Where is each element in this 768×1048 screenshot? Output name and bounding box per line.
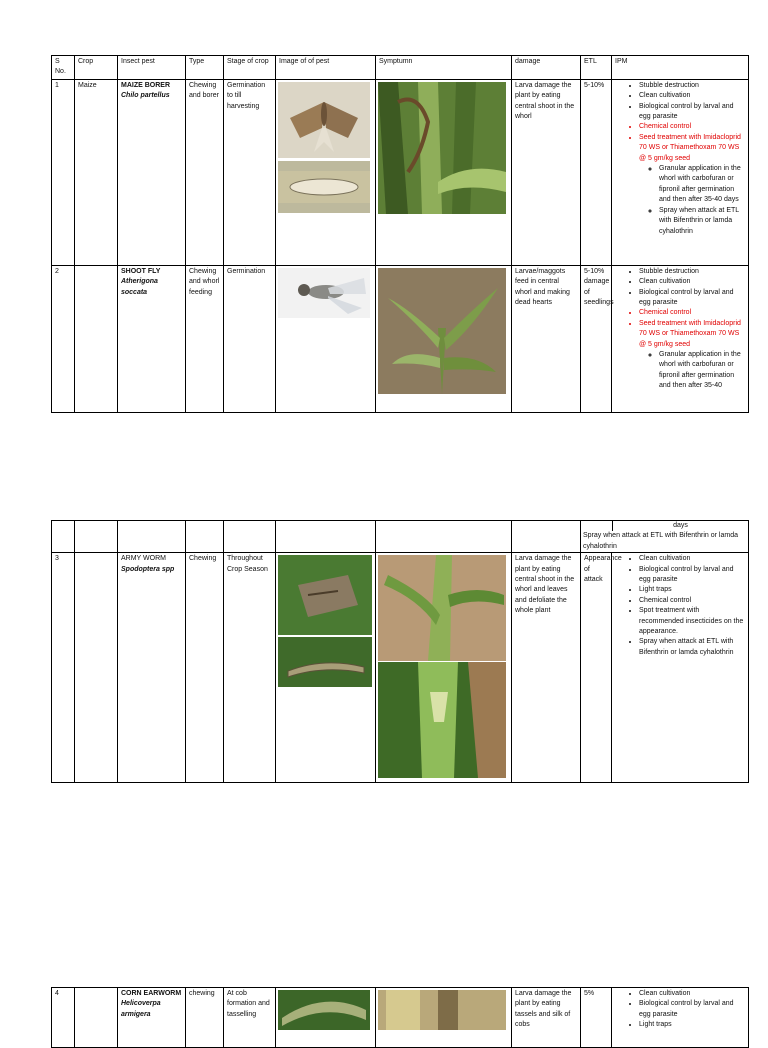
symptom-image: [378, 990, 506, 1030]
moth-image: [278, 82, 370, 158]
cell-crop: [75, 553, 118, 783]
header-sno: S No.: [52, 56, 75, 80]
list-item: • Clean cultivation: [639, 989, 745, 999]
header-crop: Crop: [75, 56, 118, 80]
cell-sno: 1: [52, 79, 75, 265]
cell-ipm: [612, 988, 749, 1048]
empty-cell: [512, 521, 581, 553]
list-item: • Spray when attack at ETL with Bifenthrin or lamda cyhalothrin: [639, 637, 745, 658]
earworm-image: [278, 990, 370, 1030]
ipm-continued-days: days: [673, 522, 688, 529]
cell-etl: 5%: [581, 988, 612, 1048]
fly-image: [278, 268, 370, 318]
cell-damage: Larva damage the plant by eating central shoot in the whorl and leaves and defoliate the whole plant: [512, 553, 581, 783]
list-item: • Light traps: [639, 585, 745, 595]
cell-type: Chewing and whorl feeding: [186, 265, 224, 412]
empty-cell: [52, 521, 75, 553]
etl-stub: [581, 521, 613, 531]
ipm-list: [615, 81, 745, 237]
symptom-image: [378, 82, 506, 214]
header-damage: damage: [512, 56, 581, 80]
list-item: • Chemical control: [639, 122, 745, 132]
pest-name: ARMY WORM: [121, 555, 166, 563]
list-item: • Biological control by larval and egg parasite: [639, 565, 745, 586]
cell-crop: [75, 265, 118, 412]
ipm-sub-list: [639, 164, 745, 237]
ipm-continued-spray: Spray when attack at ETL with Bifenthrin or lamda cyhalothrin: [583, 532, 738, 550]
cell-stage: At cob formation and tasselling: [224, 988, 276, 1048]
cell-damage: Larva damage the plant by eating tassels and silk of cobs: [512, 988, 581, 1048]
cell-symptom-image: [376, 988, 512, 1048]
cell-type: chewing: [186, 988, 224, 1048]
cell-pest: [118, 265, 186, 412]
pest-table-part-2: [51, 520, 749, 783]
ipm-list: [615, 267, 745, 392]
cell-pest: [118, 79, 186, 265]
cell-damage: Larva damage the plant by eating central shoot in the whorl: [512, 79, 581, 265]
list-item: • Biological control by larval and egg parasite: [639, 102, 745, 123]
cell-sno: 4: [52, 988, 75, 1048]
pest-table-part-1: [51, 55, 749, 413]
cell-type: Chewing and borer: [186, 79, 224, 265]
cell-etl: 5-10% damage of seedlings: [581, 265, 612, 412]
ipm-list: [615, 554, 745, 658]
empty-cell: [376, 521, 512, 553]
scientific-name: Chilo partellus: [121, 92, 170, 100]
empty-cell: [75, 521, 118, 553]
list-item: • Stubble destruction: [639, 267, 745, 277]
empty-cell: [224, 521, 276, 553]
cell-symptom-images: [376, 553, 512, 783]
list-item: ◦ Granular application in the whorl with carbofuran or fipronil after germination and then after 35-40 days: [659, 164, 745, 206]
cell-sno: 2: [52, 265, 75, 412]
ipm-list: [615, 989, 745, 1031]
symptom-image-2: [378, 662, 506, 778]
cell-type: Chewing: [186, 553, 224, 783]
cell-symptom-image: [376, 265, 512, 412]
scientific-name: Atherigona soccata: [121, 278, 158, 296]
empty-cell: [276, 521, 376, 553]
army-worm-moth-image: [278, 555, 372, 635]
list-item: • Light traps: [639, 1020, 745, 1030]
table-row: [52, 521, 749, 553]
list-item: • Chemical control: [639, 308, 745, 318]
cell-pest-images: [276, 79, 376, 265]
cell-pest-images: [276, 988, 376, 1048]
scientific-name: Spodoptera spp: [121, 565, 175, 573]
symptom-image: [378, 268, 506, 394]
cell-ipm: [612, 553, 749, 783]
list-item: • Clean cultivation: [639, 91, 745, 101]
table-row: [52, 553, 749, 783]
cell-pest: [118, 988, 186, 1048]
cell-pest-images: [276, 553, 376, 783]
cell-stage: Germination: [224, 265, 276, 412]
list-item: • Spot treatment with recommended insecticides on the appearance.: [639, 606, 745, 637]
cell-pest: [118, 553, 186, 783]
table-row: [52, 79, 749, 265]
empty-cell: [186, 521, 224, 553]
list-item: • Stubble destruction: [639, 81, 745, 91]
symptom-image-1: [378, 555, 506, 661]
list-item: [639, 319, 745, 392]
list-item-text: Seed treatment with Imidacloprid 70 WS or Thiamethoxam 70 WS @ 5 gm/kg seed: [639, 133, 741, 162]
list-item: [639, 133, 745, 237]
cell-damage: Larvae/maggots feed in central whorl and making dead hearts: [512, 265, 581, 412]
header-stage: Stage of crop: [224, 56, 276, 80]
pest-name: MAIZE BORER: [121, 81, 170, 89]
list-item: • Chemical control: [639, 596, 745, 606]
pest-name: SHOOT FLY: [121, 267, 161, 275]
header-etl: ETL: [581, 56, 612, 80]
army-worm-larva-image: [278, 637, 372, 687]
header-type: Type: [186, 56, 224, 80]
cell-crop: [75, 988, 118, 1048]
cell-stage: Throughout Crop Season: [224, 553, 276, 783]
table-row: [52, 265, 749, 412]
empty-cell: [118, 521, 186, 553]
list-item: ◦ Granular application in the whorl with carbofuran or fipronil after germination and then after 35-40: [659, 350, 745, 392]
cell-stage: Germination to till harvesting: [224, 79, 276, 265]
cell-etl: 5-10%: [581, 79, 612, 265]
list-item: • Clean cultivation: [639, 554, 745, 564]
cell-ipm: [612, 79, 749, 265]
larva-image: [278, 161, 370, 213]
cell-ipm-continued: [581, 521, 749, 553]
pest-name: CORN EARWORM: [121, 990, 182, 997]
list-item: • Clean cultivation: [639, 277, 745, 287]
scientific-name: Helicoverpa armigera: [121, 1000, 161, 1018]
header-insect-pest: Insect pest: [118, 56, 186, 80]
pest-table-part-3: [51, 987, 749, 1048]
header-ipm: IPM: [612, 56, 749, 80]
cell-etl: Appearance of attack: [581, 553, 612, 783]
ipm-sub-list: [639, 350, 745, 392]
table-row: [52, 988, 749, 1048]
list-item: • Biological control by larval and egg parasite: [639, 999, 745, 1020]
cell-symptom-image: [376, 79, 512, 265]
cell-pest-images: [276, 265, 376, 412]
list-item: • Biological control by larval and egg parasite: [639, 288, 745, 309]
header-symptom: Symptumn: [376, 56, 512, 80]
list-item: ◦ Spray when attack at ETL with Bifenthrin or lamda cyhalothrin: [659, 206, 745, 237]
table-header-row: [52, 56, 749, 80]
cell-crop: Maize: [75, 79, 118, 265]
cell-sno: 3: [52, 553, 75, 783]
list-item-text: Seed treatment with Imidacloprid 70 WS or Thiamethoxam 70 WS @ 5 gm/kg seed: [639, 319, 741, 348]
header-image: Image of of pest: [276, 56, 376, 80]
cell-ipm: [612, 265, 749, 412]
